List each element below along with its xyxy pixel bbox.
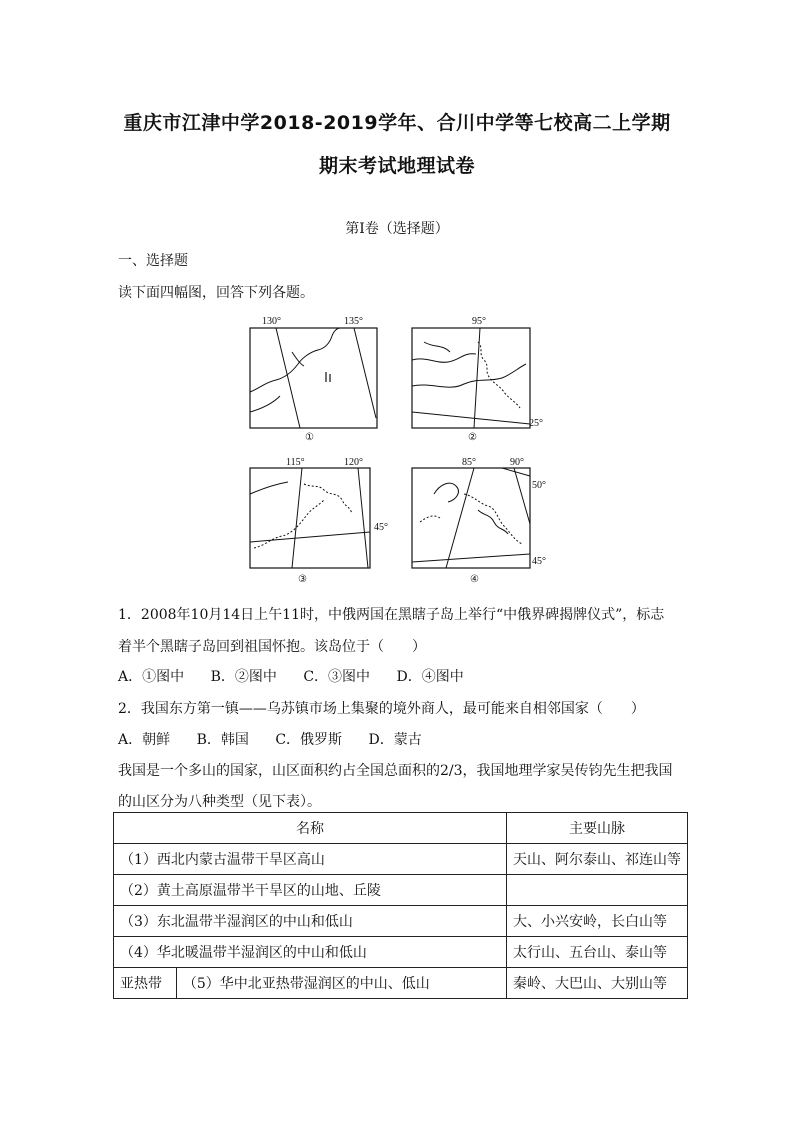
row-mountains [506, 875, 687, 906]
map-1-label-a: 130° [262, 316, 281, 327]
row-mountains: 秦岭、大巴山、大别山等 [506, 968, 687, 999]
q1-option-b[interactable]: B．②图中 [210, 669, 277, 685]
question-1-line2: 着半个黑瞎子岛回到祖国怀抱。该岛位于（ ） [118, 639, 426, 655]
q2-option-d[interactable]: D．蒙古 [368, 732, 422, 748]
map-4-caption: ④ [470, 574, 479, 585]
map-4-label-b: 90° [510, 457, 524, 468]
map-1-label-b: 135° [344, 316, 363, 327]
row-name: （5）华中北亚热带湿润区的中山、低山 [176, 968, 506, 999]
map-2 [402, 312, 552, 444]
exam-title-line2: 期末考试地理试卷 [318, 155, 475, 177]
table-row [114, 968, 688, 999]
q2-option-b[interactable]: B．韩国 [196, 732, 249, 748]
question-1-line1: 1．2008年10月14日上午11时，中俄两国在黑瞎子岛上举行“中俄界碑揭牌仪式”，标志 [118, 607, 665, 623]
table-row [114, 844, 688, 875]
map-4-label-d: 45° [532, 556, 546, 567]
map-3 [240, 454, 390, 586]
map-4-label-c: 50° [532, 480, 546, 491]
map-3-label-a: 115° [286, 457, 305, 468]
map-2-caption: ② [468, 432, 477, 443]
map-1-caption: ① [305, 432, 314, 443]
row-mountains: 太行山、五台山、泰山等 [506, 937, 687, 968]
q2-option-c[interactable]: C．俄罗斯 [275, 732, 343, 748]
map-3-caption: ③ [298, 574, 307, 585]
header-mountains: 主要山脉 [506, 813, 687, 844]
q1-option-d[interactable]: D．④图中 [396, 669, 464, 685]
row-mountains: 天山、阿尔泰山、祁连山等 [506, 844, 687, 875]
table-row [114, 906, 688, 937]
row-name: （2）黄土高原温带半干旱区的山地、丘陵 [114, 875, 507, 906]
part-heading: 一、选择题 [118, 253, 188, 269]
row-name: （1）西北内蒙古温带干旱区高山 [114, 844, 507, 875]
table-row [114, 937, 688, 968]
table-row [114, 875, 688, 906]
map-2-label-a: 95° [472, 316, 486, 327]
q1-option-c[interactable]: C．③图中 [303, 669, 371, 685]
question-2-options [118, 729, 444, 749]
mountain-table [113, 812, 688, 999]
row-name: （4）华北暖温带半湿润区的中山和低山 [114, 937, 507, 968]
row-name: （3）东北温带半湿润区的中山和低山 [114, 906, 507, 937]
q2-option-a[interactable]: A．朝鲜 [118, 732, 171, 748]
passage-line1: 我国是一个多山的国家，山区面积约占全国总面积的2/3，我国地理学家吴传钧先生把我国 [118, 763, 673, 779]
map-4 [402, 454, 552, 586]
question-2-line1: 2．我国东方第一镇——乌苏镇市场上集聚的境外商人，最可能来自相邻国家（ ） [118, 701, 645, 717]
map-2-label-b: 25° [529, 418, 543, 429]
map-3-label-c: 45° [374, 522, 388, 533]
question-intro: 读下面四幅图，回答下列各题。 [118, 285, 314, 301]
map-3-label-b: 120° [344, 457, 363, 468]
map-1 [240, 312, 390, 444]
map-4-label-a: 85° [462, 457, 476, 468]
question-1-options [118, 666, 486, 686]
row-zone: 亚热带 [114, 968, 177, 999]
header-name: 名称 [114, 813, 507, 844]
passage-line2: 的山区分为八种类型（见下表）。 [118, 794, 321, 810]
table-header-row [114, 813, 688, 844]
section-title: 第Ⅰ卷（选择题） [345, 221, 449, 237]
q1-option-a[interactable]: A．①图中 [118, 669, 185, 685]
exam-title-line1: 重庆市江津中学2018-2019学年、合川中学等七校高二上学期 [123, 112, 671, 134]
row-mountains: 大、小兴安岭，长白山等 [506, 906, 687, 937]
